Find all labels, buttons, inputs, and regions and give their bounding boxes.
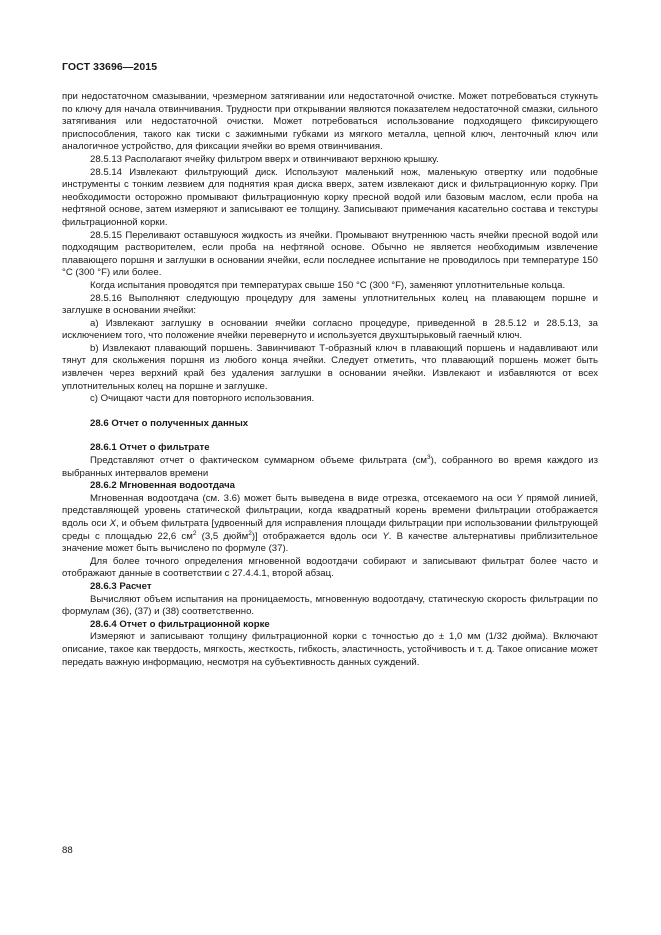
subsection-heading-28-6-3: 28.6.3 Расчет bbox=[90, 580, 152, 592]
paragraph-28-5-16: 28.5.16 Выполняют следующую процедуру для замены уплотнительных колец на плавающем поршне и заглушке в основании ячейки: bbox=[62, 292, 598, 317]
list-item-b: b) Извлекают плавающий поршень. Завинчивают Т-образный ключ в плавающий поршень и надавливают или тянут для скольжения поршня из любого конца ячейки. Следует отметить, что плавающий поршень может быть извлечен через верхний край без удаления заглушки в основании ячейки. Извлекают и избавляются от всех уплотнительных колец на поршне и заглушке. bbox=[62, 342, 598, 392]
paragraph: Вычисляют объем испытания на проницаемость, мгновенную водоотдачу, статическую скорость фильтрации по формулам (36), (37) и (38) соответственно. bbox=[62, 593, 598, 618]
subsection-heading-28-6-1: 28.6.1 Отчет о фильтрате bbox=[90, 442, 210, 454]
page-number: 88 bbox=[62, 845, 73, 856]
paragraph-28-5-15: 28.5.15 Переливают оставшуюся жидкость из ячейки. Промывают внутреннюю часть ячейки пресной водой или подходящим растворителем, если проба на нефтяной основе. Обычно не является необходимым извлечение плавающего поршня и заглушки в основании ячейки, если последнее испытание не проводилось при температуре 150 °С (300 °F) или более. bbox=[62, 229, 598, 279]
subsection-heading-28-6-4: 28.6.4 Отчет о фильтрационной корке bbox=[90, 618, 270, 630]
standard-header: ГОСТ 33696—2015 bbox=[62, 61, 158, 73]
document-body bbox=[62, 91, 598, 669]
paragraph: Для более точного определения мгновенной водоотдачи собирают и записывают фильтрат более часто и отображают данные в соответствии с 27.4.4.1, второй абзац. bbox=[62, 555, 598, 580]
paragraph: Измеряют и записывают толщину фильтрационной корки с точностью до ± 1,0 мм (1/32 дюйма). Включают описание, такое как твердость, мягкость, жесткость, гибкость, эластичность, устойчивость и т. д. Такое описание может передать важную информацию, несмотря на субъективность данных суждений. bbox=[62, 631, 598, 668]
paragraph-28-5-13: 28.5.13 Располагают ячейку фильтром вверх и отвинчивают верхнюю крышку. bbox=[90, 153, 439, 165]
paragraph: Когда испытания проводятся при температурах свыше 150 °С (300 °F), заменяют уплотнительные кольца. bbox=[90, 279, 566, 291]
paragraph: Представляют отчет о фактическом суммарном объеме фильтрата $(см^3)$, собранного во время каждого из выбранных интервалов времени bbox=[62, 454, 598, 479]
paragraph: Мгновенная водоотдача (см. 3.6) может быть выведена в виде отрезка, отсекаемого на оси Y прямой линией, представляющей уровень статической фильтрации, когда квадратный корень времени фильтрации отображается вдоль оси X, и объем фильтрата [удвоенный для исправления площади фильтрации при использовании фильтрующей среды с площадью 22,6 $см^2$ (3,5 дюйм$^2$)] отображается вдоль оси Y. В качестве альтернативы приблизительное значение может быть вычислено по формуле (37). bbox=[62, 492, 599, 555]
subsection-heading-28-6-2: 28.6.2 Мгновенная водоотдача bbox=[90, 480, 236, 492]
paragraph: при недостаточном смазывании, чрезмерном затягивании или недостаточной очистке. Может потребоваться стукнуть по ключу для начала отвинчивания. Трудности при открывании являются показателем недостаточной смазки, сильного затягивания или недостаточной очистки. Может потребоваться использование подходящего фиксирующего приспособления, такого как тиски с зажимными губками из мягкого металла, цепной ключ, ленточный ключ или аналогичное устройство, для фиксации ячейки во время отвинчивания. bbox=[62, 91, 598, 153]
list-item-c: с) Очищают части для повторного использования. bbox=[90, 393, 315, 405]
paragraph-28-5-14: 28.5.14 Извлекают фильтрующий диск. Используют маленький нож, маленькую отвертку или подобные инструменты с тонким лезвием для поднятия края диска вверх, затем извлекают диск и фильтрационную корку. При необходимости осторожно промывают фильтрационную корку пресной водой или базовым маслом, если проба на нефтяной основе, затем измеряют и записывают ее толщину. Записывают примечания касательно состава и текстуры фильтрационной корки. bbox=[62, 166, 598, 228]
list-item-a: а) Извлекают заглушку в основании ячейки согласно процедуре, приведенной в 28.5.12 и 28.5.13, за исключением того, что положение ячейки перевернуто и используется двухштырьковый гаечный ключ. bbox=[62, 317, 598, 342]
section-heading-28-6: 28.6 Отчет о полученных данных bbox=[90, 417, 249, 429]
